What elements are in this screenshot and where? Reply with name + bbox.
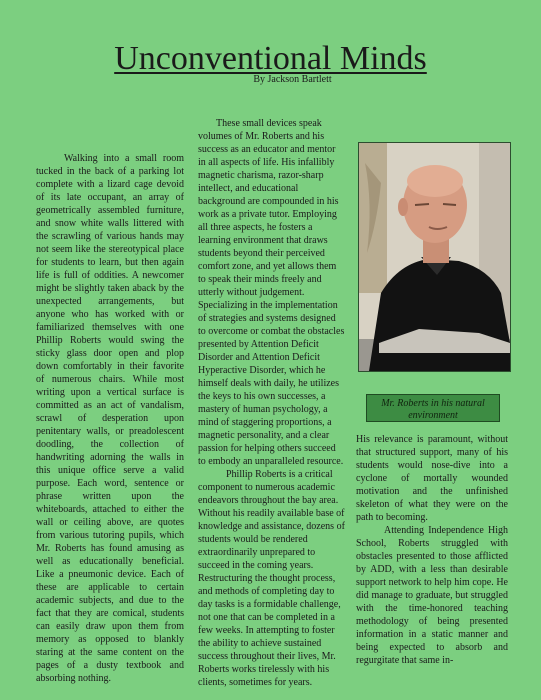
article-column-2 bbox=[198, 117, 345, 689]
photo-caption: Mr. Roberts in his natural environment bbox=[366, 394, 500, 422]
article-column-3 bbox=[356, 433, 508, 667]
article-title: Unconventional Minds bbox=[114, 40, 427, 77]
byline: By Jackson Bartlett bbox=[253, 74, 332, 85]
paragraph: His relevance is paramount, without that structured support, many of his students would nose-dive into a cyclone of mortally wounded motivation and the unfinished skeleton of what they were on the path to becoming. bbox=[356, 434, 508, 523]
paragraph: Attending Independence High School, Roberts struggled with obstacles presented to those afflicted by ADD, with a less than desirable support network to help him cope. He did manage to graduate, but struggled with the time-honored teaching methodology of being presented information in a static manner and being expected to absorb and regurgitate that same in- bbox=[356, 525, 508, 666]
paragraph: These small devices speak volumes of Mr. Roberts and his success as an educator and mentor in all aspects of life. His infallibly magnetic charisma, razor-sharp intellect, and educational background are compounded in his work as a private tutor. Employing all three aspects, he fosters a learning environment that draws students beyond their perceived comfort zone, and yet allows them to speak their minds freely and utterly without judgement. Specializing in the implementation of strategies and systems designed to overcome or combat the obstacles presented by Attention Deficit Disorder and Attention Deficit Hyperactive Disorder, which he himself deals with daily, he utilizes the keys to his own successes, a mastery of human psychology, a mind of staggering proportions, a magnetic personality, and a clear passion for helping others succeed to embody an unparalleled resource. bbox=[198, 118, 345, 467]
portrait-photo bbox=[358, 142, 511, 372]
paragraph: Phillip Roberts is a critical component to numerous academic endeavors throughout the bay area. Without his readily available base of knowledge and assistance, dozens of students would be rendered extraordinarily unprepared to succeed in the coming years. Restructuring the thought process, and methods of completing day to day tasks is a formidable challenge, not one that can be completed in a few weeks. In attempting to foster the ability to achieve sustained success throughout their lives, Mr. Roberts works tirelessly with his clients, sometimes for years. bbox=[198, 469, 345, 688]
man-portrait-image bbox=[359, 143, 510, 371]
paragraph: Walking into a small room tucked in the back of a parking lot complete with a lizard cage devoid of its late occupant, an array of geometrically assembled furniture, and snow white walls littered with the scrawling of various hands may not seem like the stereotypical place for students to learn, but then again life is full of oddities. A newcomer might be slightly taken aback by the unexpected arrangements, but anyone who has worked with or familiarized themselves with one Phillip Roberts would swing the sticky glass door open and plop down comfortably in their favorite of numerous chairs. While most writing upon a vertical surface is committed as an act of vandalism, scrawl of desperation upon penitentary walls, or preadolescent doodling, the collection of handwriting adorning the walls in this unique office serve a valid purpose. Each word, sentence or phrase written upon the whiteboards, attached to either the wall or ceiling above, are quotes from various tutoring pupils, which Mr. Roberts has found amusing as well as educationally beneficial. Like a pneumonic device. Each of these are applicable to certain academic subjects, and due to the fact that they are comical, students can easily draw upon them from memory as opposed to blankly staring at the same content on the pages of a dusty textbook and absorbing nothing. bbox=[36, 153, 184, 684]
article-column-1 bbox=[36, 152, 184, 685]
